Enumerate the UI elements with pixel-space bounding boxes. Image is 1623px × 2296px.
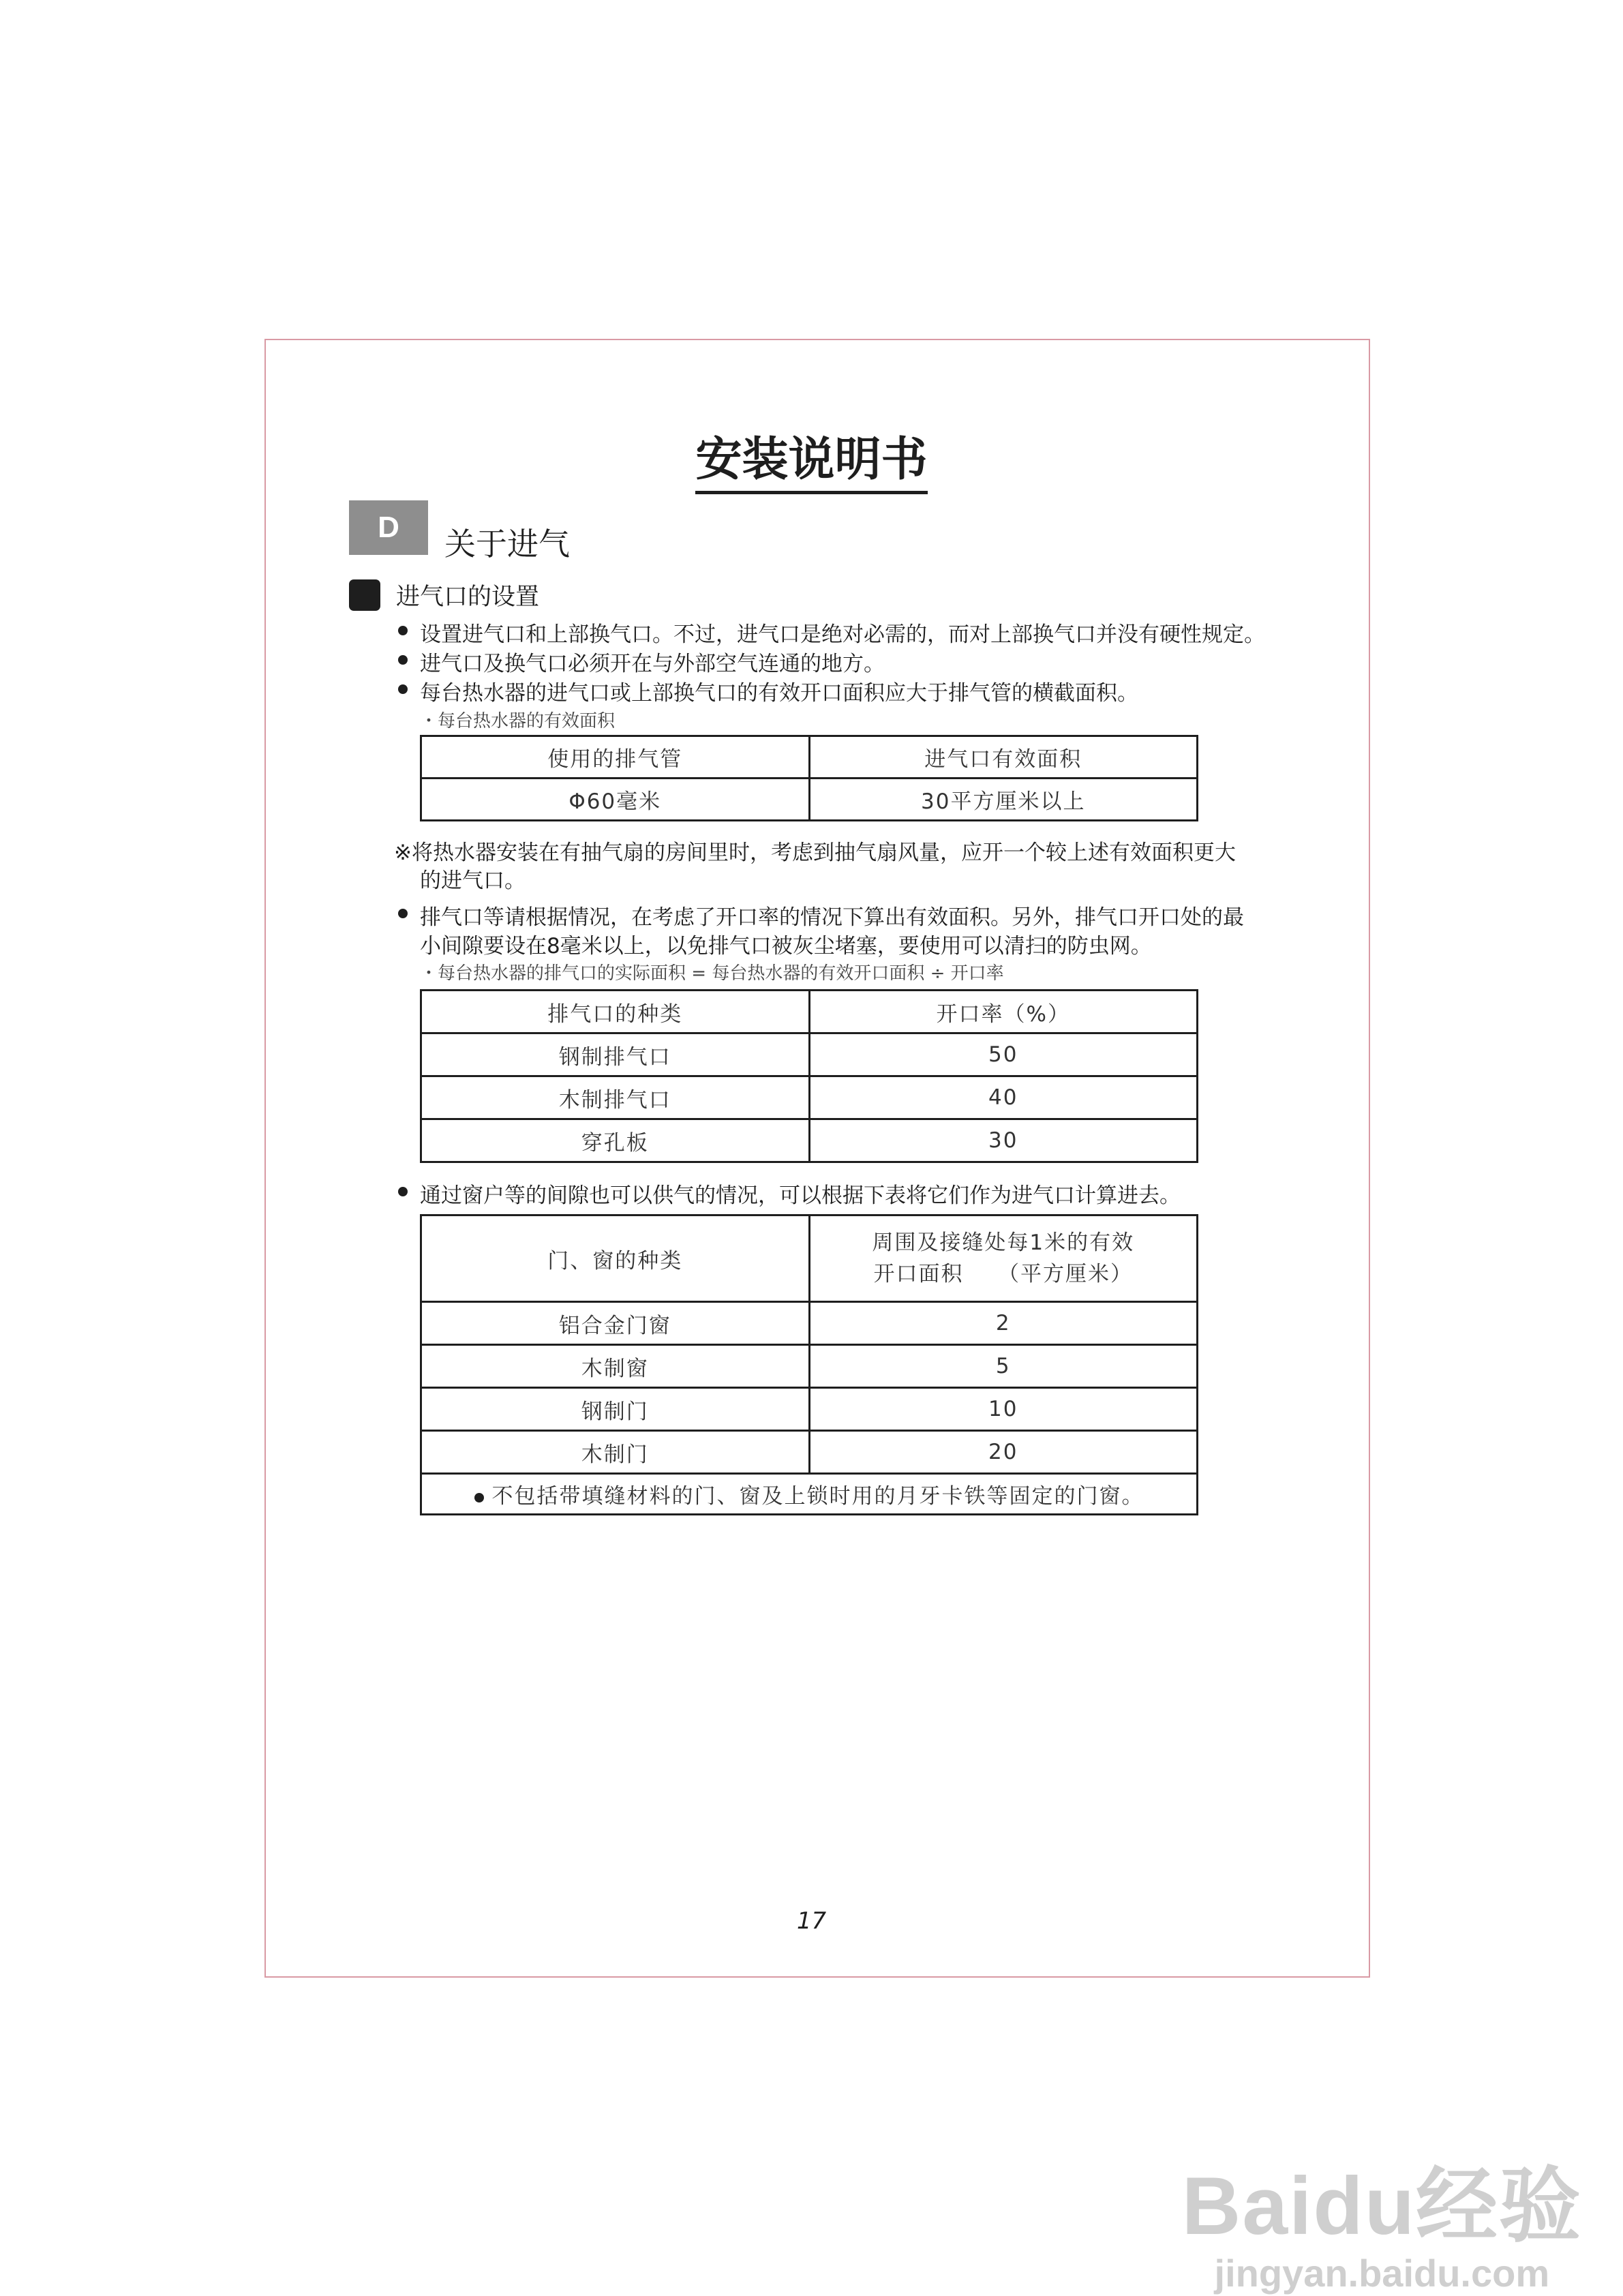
bullet-text: 通过窗户等的间隙也可以供气的情况，可以根据下表将它们作为进气口计算进去。 [420,1183,1181,1208]
table-cell: 木制排气口 [421,1076,810,1119]
header-line: 周围及接缝处每1米的有效 [872,1230,1135,1255]
section-badge: D [349,500,428,555]
table-cell: 30平方厘米以上 [809,779,1198,821]
table-cell: Φ60毫米 [421,779,810,821]
table-header: 进气口有效面积 [809,736,1198,779]
table-cell: 木制窗 [421,1345,810,1388]
table-cell: 5 [809,1345,1198,1388]
remark-text: 的进气口。 [420,868,526,893]
table-header: 开口率（%） [809,991,1198,1033]
table-cell: 10 [809,1388,1198,1431]
bullet-text: 小间隙要设在8毫米以上，以免排气口被灰尘堵塞，要使用可以清扫的防虫网。 [420,934,1152,958]
watermark-brand: Baidu经验 [1181,2160,1582,2252]
exhaust-area-table [420,735,1198,821]
vent-ratio-table [420,989,1198,1163]
bullet-icon [398,909,408,918]
bullet-icon [398,655,408,665]
page-number: 17 [796,1907,827,1935]
square-bullet-icon [349,579,380,611]
table-header [809,1215,1198,1302]
header-line: 开口面积 （平方厘米） [873,1262,1133,1286]
table-cell: 木制门 [421,1431,810,1474]
table-cell: 50 [809,1033,1198,1076]
bullet-text: 设置进气口和上部换气口。不过，进气口是绝对必需的，而对上部换气口并没有硬性规定。 [420,622,1265,647]
table-header: 排气口的种类 [421,991,810,1033]
bullet-text: 进气口及换气口必须开在与外部空气连通的地方。 [420,652,885,676]
bullet-text: 每台热水器的进气口或上部换气口的有效开口面积应大于排气管的横截面积。 [420,681,1138,706]
table-cell: 20 [809,1431,1198,1474]
table-cell: 铝合金门窗 [421,1302,810,1345]
table-note: ・每台热水器的有效面积 [420,711,616,731]
bullet-text: 排气口等请根据情况，在考虑了开口率的情况下算出有效面积。另外，排气口开口处的最 [420,905,1244,930]
baidu-watermark [1182,2141,1582,2295]
bullet-icon [398,1187,408,1196]
table-cell: 30 [809,1119,1198,1162]
formula-note: ・每台热水器的排气口的实际面积 = 每台热水器的有效开口面积 ÷ 开口率 [420,963,1004,984]
table-cell: 2 [809,1302,1198,1345]
watermark-url: jingyan.baidu.com [1214,2252,1550,2295]
table-cell: 穿孔板 [421,1119,810,1162]
table-cell: 40 [809,1076,1198,1119]
section-title: 关于进气 [444,526,570,562]
door-window-table [420,1214,1198,1515]
table-header: 门、窗的种类 [421,1215,810,1302]
bullet-icon [398,626,408,635]
bullet-icon [398,684,408,694]
table-cell: 钢制门 [421,1388,810,1431]
page-title: 安装说明书 [0,423,1623,489]
table-cell: 钢制排气口 [421,1033,810,1076]
table-header: 使用的排气管 [421,736,810,779]
subsection-title: 进气口的设置 [396,584,540,611]
footnote-text: 不包括带填缝材料的门、窗及上锁时用的月牙卡铁等固定的门窗。 [491,1484,1144,1509]
remark-text: ※将热水器安装在有抽气扇的房间里时，考虑到抽气扇风量，应开一个较上述有效面积更大 [394,841,1236,865]
table-footnote [421,1474,1198,1515]
bullet-icon [474,1493,484,1502]
